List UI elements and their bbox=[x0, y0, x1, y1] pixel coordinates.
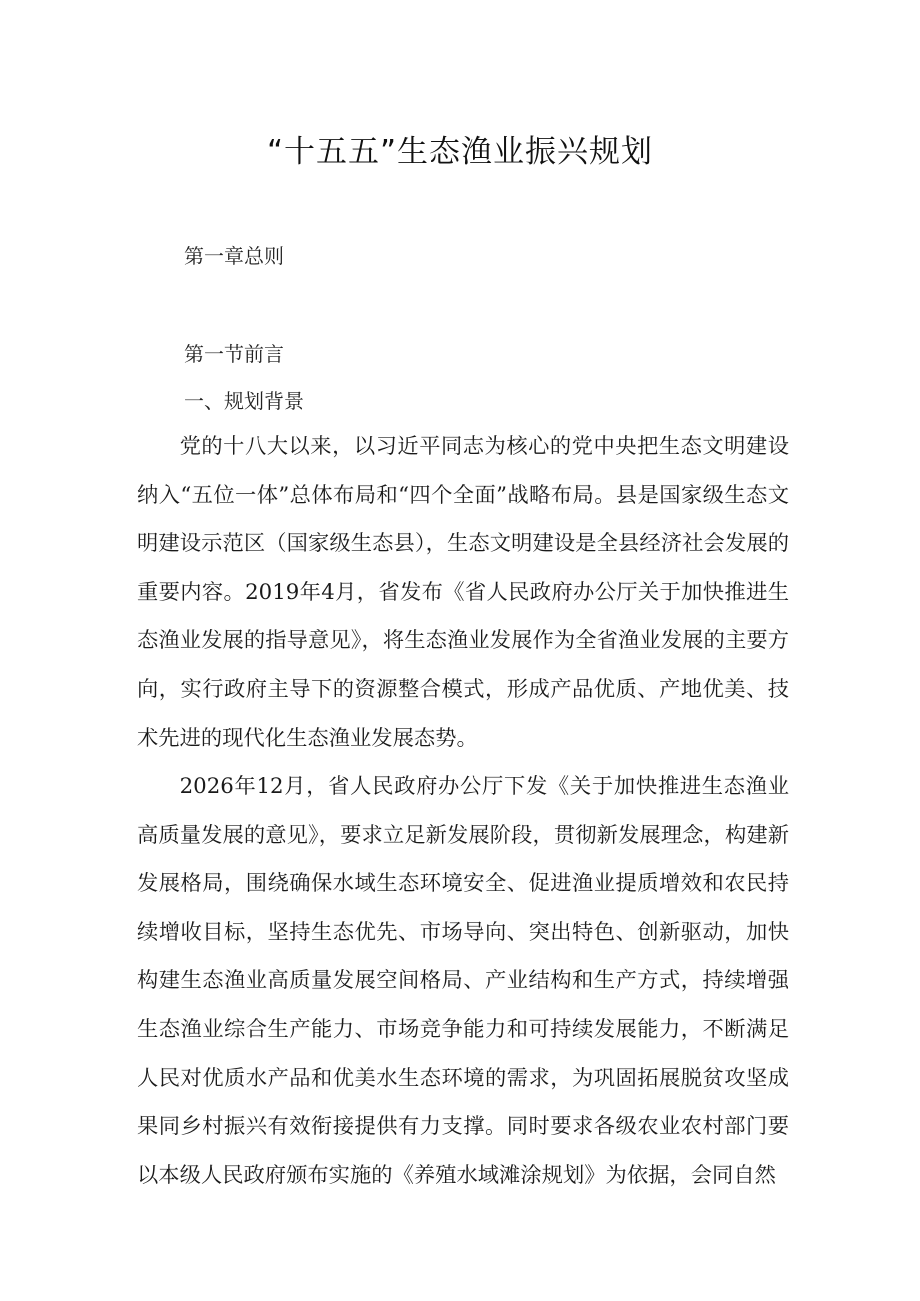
document-title: “十五五”生态渔业振兴规划 bbox=[266, 134, 654, 170]
body-paragraph: 党的十八大以来，以习近平同志为核心的党中央把生态文明建设纳入“五位一体”总体布局和“四个全面”战略布局。县是国家级生态文明建设示范区（国家级生态县），生态文明建设是全县经济社会发展的重要内容。2019年4月，省发布《省人民政府办公厅关于加快推进生态渔业发展的指导意见》，将生态渔业发展作为全省渔业发展的主要方向，实行政府主导下的资源整合模式，形成产品优质、产地优美、技术先进的现代化生态渔业发展态势。 bbox=[137, 434, 789, 751]
section-heading: 第一节前言 bbox=[184, 342, 284, 366]
body-paragraph: 2026年12月，省人民政府办公厅下发《关于加快推进生态渔业高质量发展的意见》，要求立足新发展阶段，贯彻新发展理念，构建新发展格局，围绕确保水域生态环境安全、促进渔业提质增效和农民持续增收目标，坚持生态优先、市场导向、突出特色、创新驱动，加快构建生态渔业高质量发展空间格局、产业结构和生产方式，持续增强生态渔业综合生产能力、市场竞争能力和可持续发展能力，不断满足人民对优质水产品和优美水生态环境的需求，为巩固拓展脱贫攻坚成果同乡村振兴有效衔接提供有力支撑。同时要求各级农业农村部门要以本级人民政府颁布实施的《养殖水域滩涂规划》为依据，会同自然 bbox=[137, 774, 789, 1188]
chapter-heading: 第一章总则 bbox=[184, 244, 284, 268]
subsection-heading: 一、规划背景 bbox=[184, 389, 304, 413]
